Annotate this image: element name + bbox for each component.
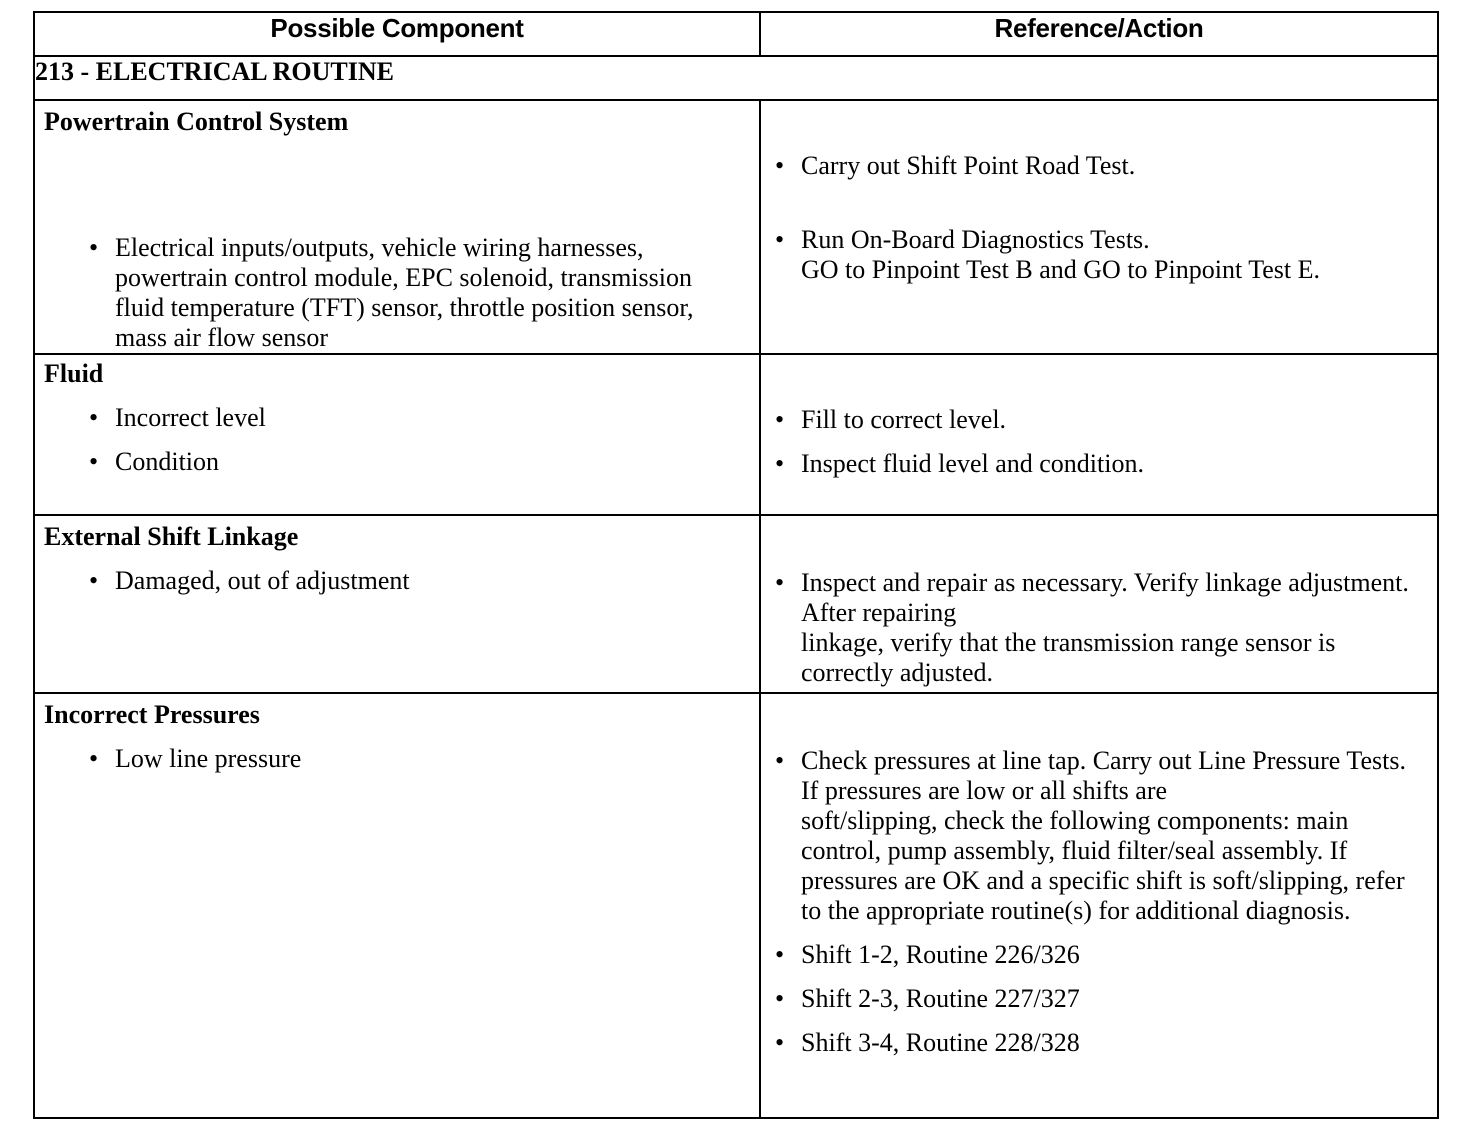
list-item: • Condition <box>115 447 759 477</box>
list-item: • Low line pressure <box>115 744 759 774</box>
fluid-action-list <box>801 405 1437 479</box>
list-item <box>801 225 1437 285</box>
linkage-component-list <box>115 566 759 596</box>
pressures-component-list <box>115 744 759 774</box>
list-item: • Carry out Shift Point Road Test. <box>801 151 1437 181</box>
powertrain-action-cell <box>760 100 1438 354</box>
powertrain-action-list <box>801 151 1437 285</box>
list-item: • Shift 3-4, Routine 228/328 <box>801 1028 1437 1058</box>
list-item-continuation: linkage, verify that the transmission range sensor is correctly adjusted. <box>801 628 1336 687</box>
list-item <box>801 746 1437 926</box>
linkage-action-cell <box>760 515 1438 693</box>
fluid-component-list <box>115 403 759 477</box>
header-reference-action: Reference/Action <box>760 12 1438 56</box>
list-item: • Fill to correct level. <box>801 405 1437 435</box>
list-item-continuation: If pressures are low or all shifts are <box>801 776 1168 805</box>
list-item-continuation: GO to Pinpoint Test B and GO to Pinpoint Test E. <box>801 255 1321 284</box>
pressures-action-list <box>801 746 1437 1058</box>
list-item: • Shift 2-3, Routine 227/327 <box>801 984 1437 1014</box>
section-powertrain <box>34 100 1438 354</box>
section-pressures <box>34 693 1438 1118</box>
powertrain-component-cell <box>34 100 760 354</box>
routine-row <box>34 56 1438 100</box>
pressures-title: Incorrect Pressures <box>44 700 260 729</box>
powertrain-title: Powertrain Control System <box>44 107 349 136</box>
routine-title: 213 - ELECTRICAL ROUTINE <box>34 56 1438 100</box>
list-item: • Damaged, out of adjustment <box>115 566 759 596</box>
fluid-action-cell <box>760 354 1438 515</box>
section-fluid <box>34 354 1438 515</box>
list-item-text: Run On-Board Diagnostics Tests. <box>801 225 1150 254</box>
list-item: • Electrical inputs/outputs, vehicle wiring harnesses, powertrain control module, EPC solenoid, transmission fluid temperature (TFT) sensor, throttle position sensor, mass air flow sensor <box>115 233 759 353</box>
list-item-text: • Check pressures at line tap. Carry out Line Pressure Tests. <box>801 746 1406 775</box>
fluid-component-cell <box>34 354 760 515</box>
linkage-action-list <box>801 568 1437 688</box>
linkage-component-cell <box>34 515 760 693</box>
list-item-continuation: soft/slipping, check the following components: main control, pump assembly, fluid filter/seal assembly. If pressures are OK and a specific shift is soft/slipping, refer to the appropriate routine(s) for additional diagnosis. <box>801 806 1405 925</box>
linkage-title: External Shift Linkage <box>44 522 299 551</box>
list-item: • Shift 1-2, Routine 226/326 <box>801 940 1437 970</box>
header-possible-component: Possible Component <box>34 12 760 56</box>
list-item-text: • Inspect and repair as necessary. Verify linkage adjustment. After repairing <box>801 568 1409 627</box>
list-item: • Inspect fluid level and condition. <box>801 449 1437 479</box>
powertrain-component-list <box>115 233 759 353</box>
pressures-action-cell <box>760 693 1438 1118</box>
fluid-title: Fluid <box>44 359 104 388</box>
header-row <box>34 12 1438 56</box>
section-linkage <box>34 515 1438 693</box>
diagnosis-table <box>33 11 1439 1119</box>
list-item: • Incorrect level <box>115 403 759 433</box>
list-item <box>801 568 1437 688</box>
pressures-component-cell <box>34 693 760 1118</box>
